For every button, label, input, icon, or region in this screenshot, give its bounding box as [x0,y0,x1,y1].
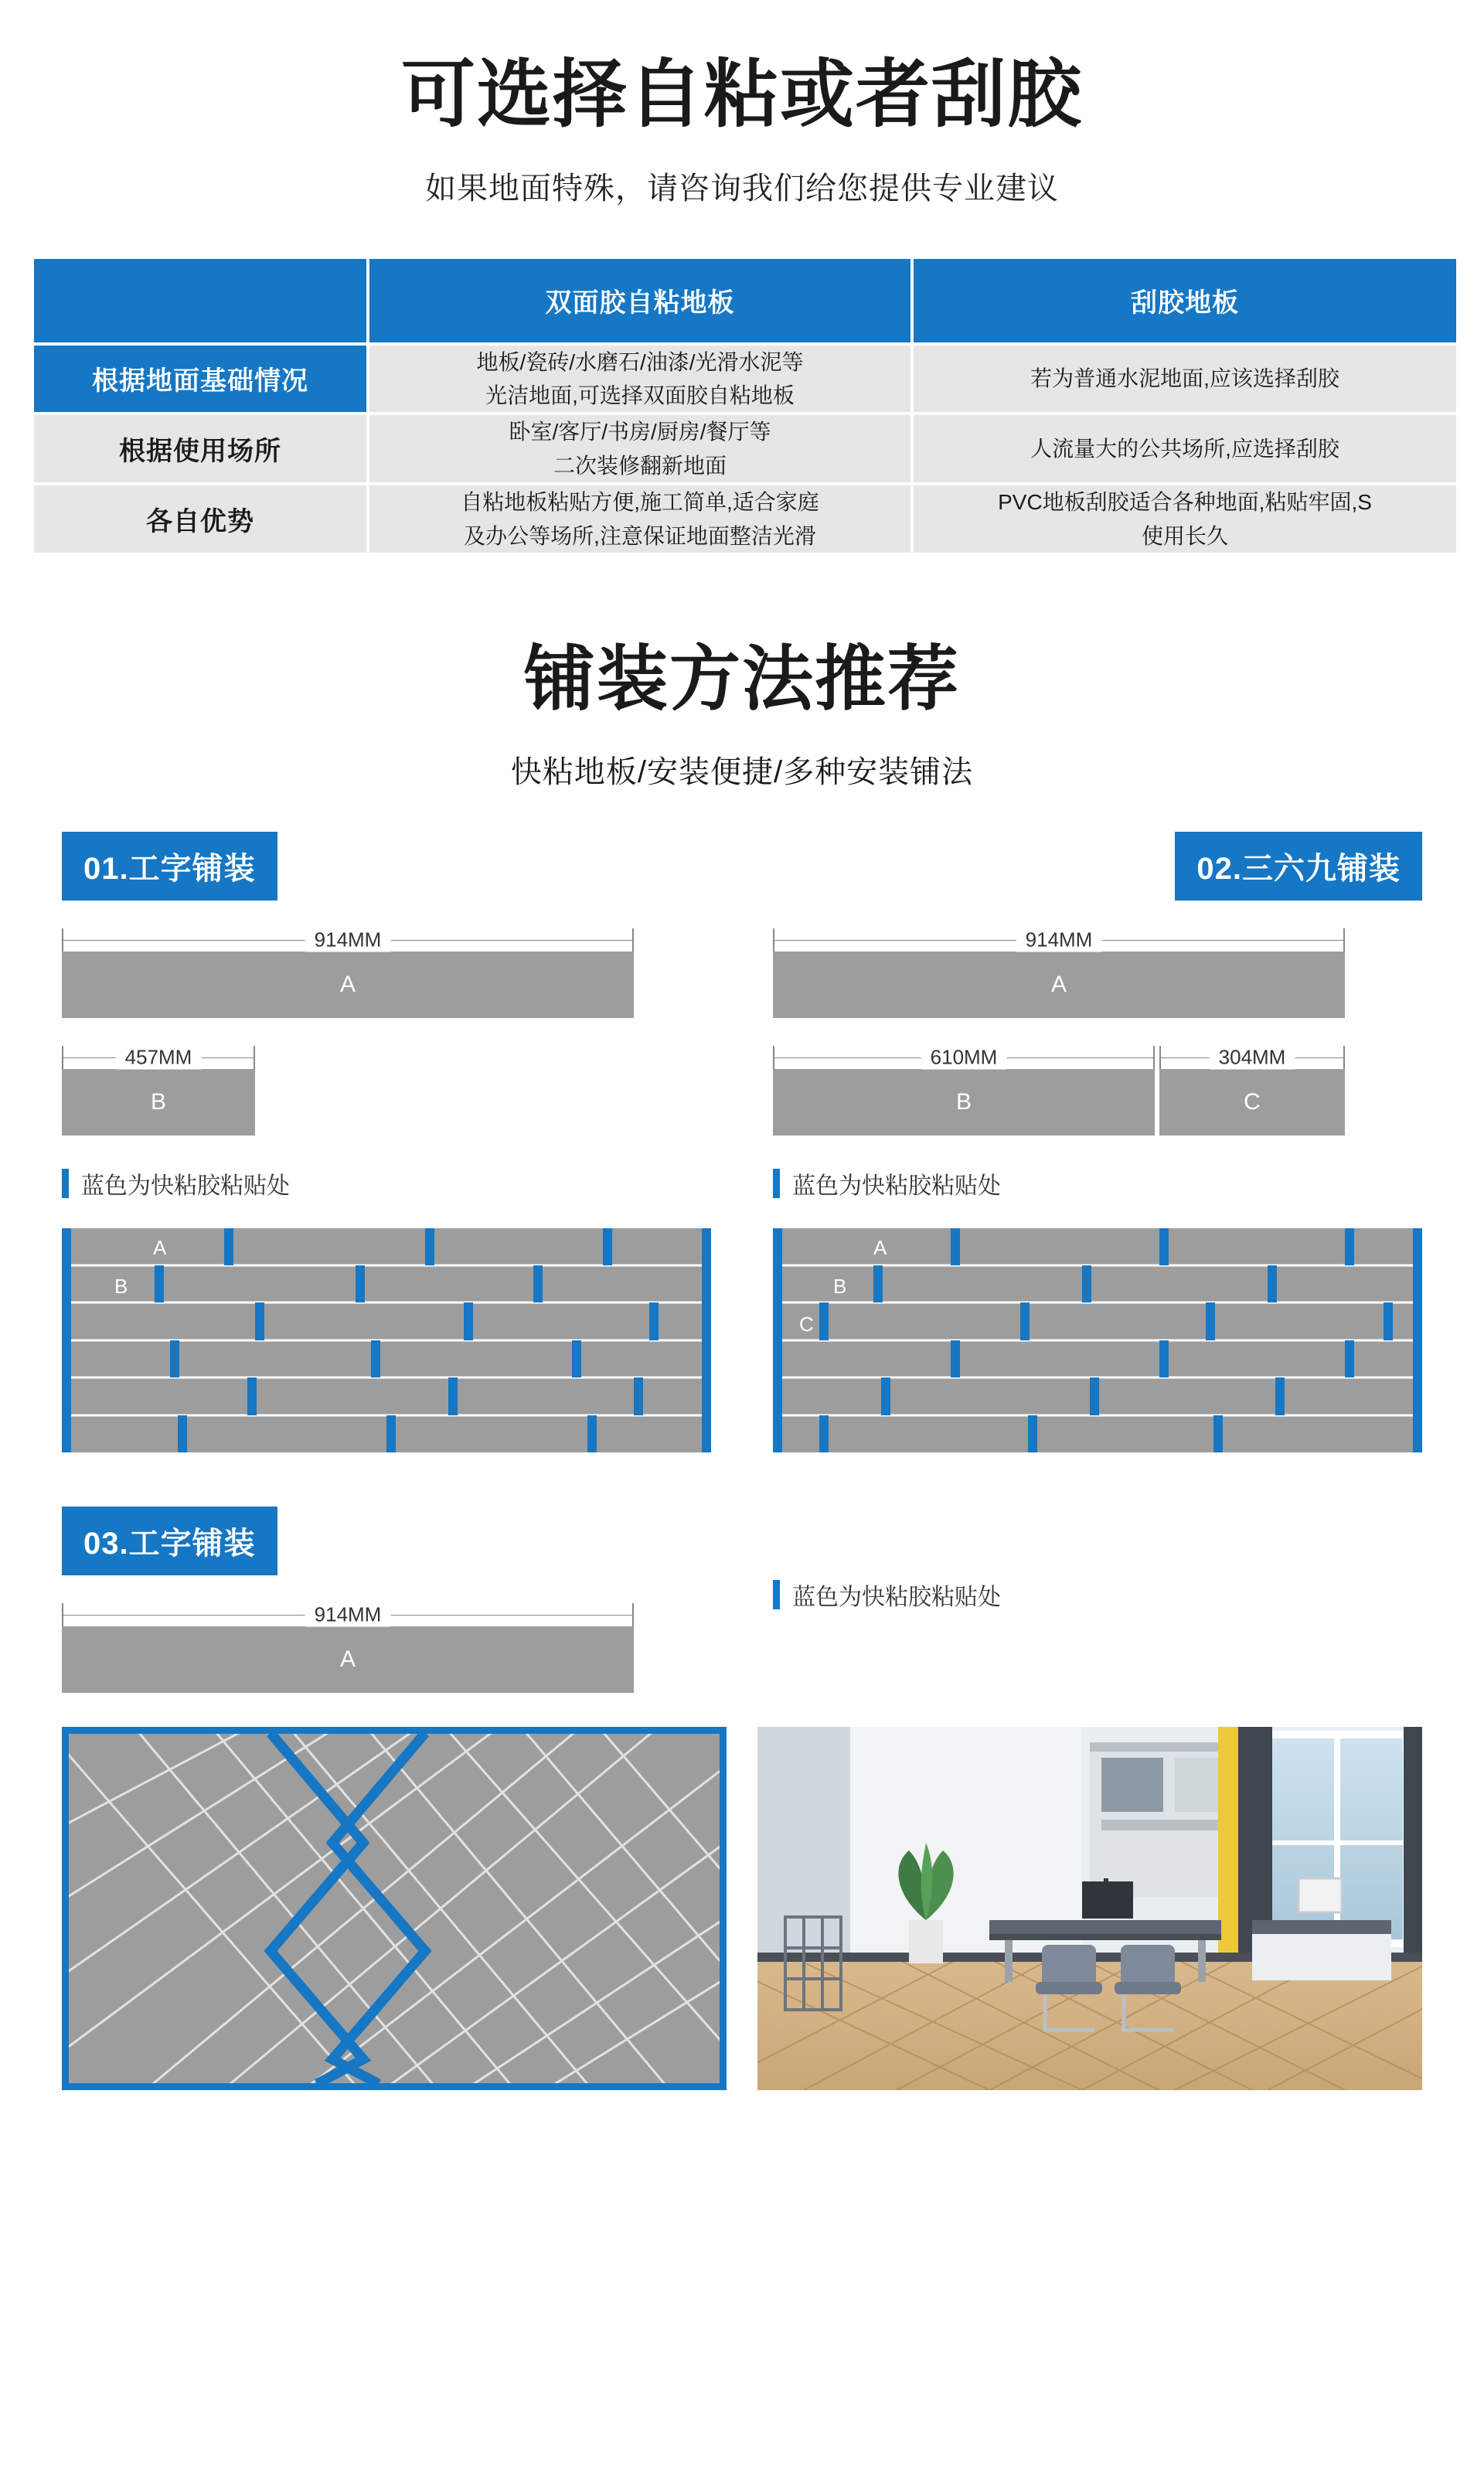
dimension-line-a2 [773,928,1345,952]
method-01-tag: 01.工字铺装 [62,832,277,901]
cell-line: 使用长久 [1141,523,1228,548]
plank-b2: B [773,1069,1155,1136]
pattern-svg-01 [62,1228,711,1452]
legend-01 [62,1166,727,1200]
svg-text:B: B [114,1274,128,1298]
legend-color-swatch [62,1169,69,1198]
cell-line: 卧室/客厅/书房/厨房/餐厅等 [509,420,771,444]
method-03-tag: 03.工字铺装 [62,1507,277,1575]
herringbone-diagram [62,1727,727,2094]
pattern-diagram-02 [773,1228,1422,1452]
pattern-diagram-01 [62,1228,727,1452]
pattern-svg-02 [773,1228,1422,1452]
legend-color-swatch [773,1580,780,1609]
plank-a2: A [773,952,1345,1018]
plank-b: B [62,1069,255,1136]
method-block-03 [0,1507,1484,1693]
svg-text:C: C [799,1312,814,1336]
plank-a3: A [62,1626,634,1693]
dimension-line-a [62,928,634,952]
row-1-col-2 [914,415,1456,482]
dimension-line-a3 [62,1603,634,1626]
table-row [34,346,1456,413]
cell-line: 光洁地面,可选择双面胶自粘地板 [485,383,795,407]
row-0-col-1 [369,346,910,413]
page-subtitle: 如果地面特殊，请咨询我们给您提供专业建议 [425,171,1059,206]
cell-line: 自粘地板粘贴方便,施工简单,适合家庭 [461,490,819,515]
method-02-plank-bc [773,1046,1345,1136]
legend-label: 蓝色为快粘胶粘贴处 [81,1173,290,1199]
svg-text:A: A [153,1235,167,1259]
table-header-col2: 刮胶地板 [914,259,1456,342]
row-label-1: 根据使用场所 [34,415,366,482]
dimension-label-c2: 304MM [1210,1045,1295,1069]
cell-line: PVC地板刮胶适合各种地面,粘贴牢固,S [998,490,1372,515]
table-header-row [34,259,1456,342]
bottom-row [0,1727,1484,2094]
cell-line: 及办公等场所,注意保证地面整洁光滑 [464,523,816,548]
method-01-plank-b [62,1046,727,1136]
section2-subtitle: 快粘地板/安装便捷/多种安装铺法 [510,754,974,789]
table-header-blank [34,259,366,342]
room-photo [757,1727,1422,2090]
dimension-label-a: 914MM [305,928,391,952]
cell-line: 地板/瓷砖/水磨石/油漆/光滑水泥等 [476,349,804,374]
page-title: 可选择自粘或者刮胶 [401,53,1083,136]
legend-label: 蓝色为快粘胶粘贴处 [792,1584,1001,1610]
svg-text:A: A [873,1235,887,1259]
dimension-line-b [62,1046,255,1069]
dimension-label-a3: 914MM [305,1602,391,1626]
table-header-col1: 双面胶自粘地板 [369,259,910,342]
row-label-0: 根据地面基础情况 [34,346,366,413]
section2-title: 铺装方法推荐 [523,639,960,719]
room-photo-svg [757,1727,1422,2090]
comparison-table-wrap [31,256,1453,556]
legend-02 [773,1166,1422,1200]
methods-section [0,832,1484,1452]
comparison-table [31,256,1459,556]
dimension-label-b2: 610MM [921,1045,1007,1069]
product-detail-page [0,54,1484,2472]
row-2-col-2 [914,485,1456,553]
table-row [34,415,1456,482]
table-row [34,485,1456,553]
dimension-label-a2: 914MM [1016,928,1102,952]
method-03-plank-a [62,1603,727,1693]
row-2-col-1 [369,485,910,553]
cell-line: 人流量大的公共场所,应选择刮胶 [1030,437,1339,461]
cell-line: 若为普通水泥地面,应该选择刮胶 [1030,366,1339,391]
method-02-plank-a [757,928,1422,1018]
method-02-tag: 02.三六九铺装 [1175,832,1422,901]
legend-03 [773,1578,1001,1612]
method-block-02 [757,832,1422,1452]
plank-c2: C [1159,1069,1345,1136]
dimension-label-b: 457MM [116,1045,202,1069]
herringbone-svg [62,1727,727,2090]
dimension-line-b2 [773,1046,1155,1069]
legend-color-swatch [773,1169,780,1198]
cell-line: 二次装修翻新地面 [553,453,727,478]
method-block-01 [62,832,727,1452]
svg-text:B: B [833,1274,847,1298]
row-1-col-1 [369,415,910,482]
plank-a: A [62,952,634,1018]
legend-label: 蓝色为快粘胶粘贴处 [792,1173,1001,1199]
row-label-2: 各自优势 [34,485,366,553]
method-01-plank-a [62,928,727,1018]
dimension-line-c2 [1159,1046,1345,1069]
row-0-col-2 [914,346,1456,413]
